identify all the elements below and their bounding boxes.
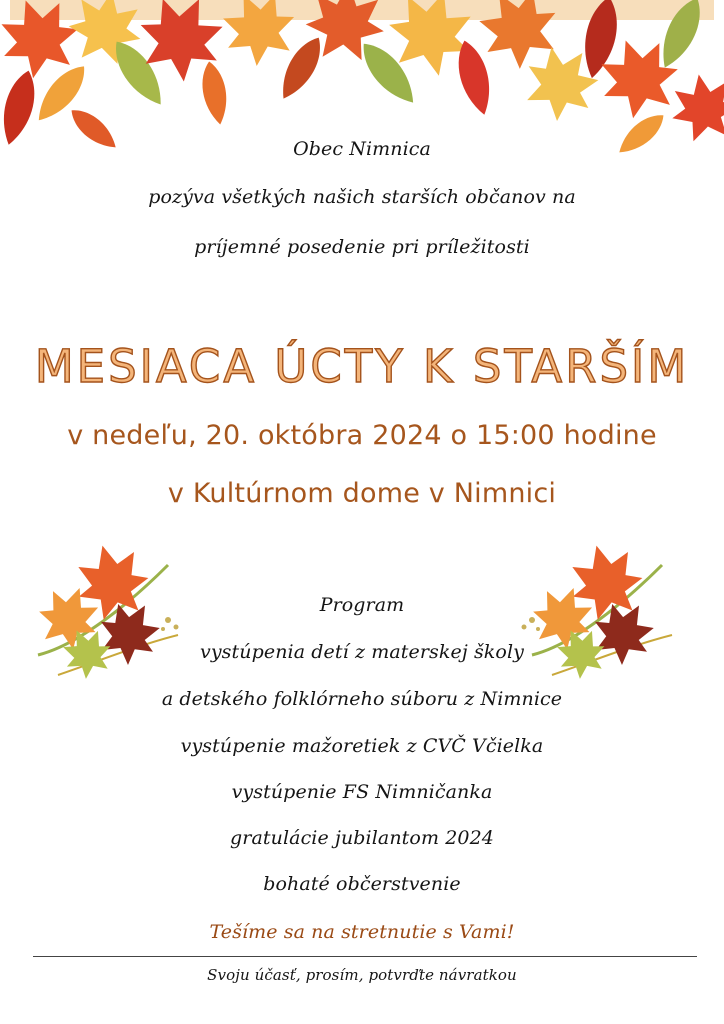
event-date: v nedeľu, 20. októbra 2024 o 15:00 hodine <box>67 420 657 451</box>
invite-line-1: pozýva všetkých našich starších občanov na <box>148 186 576 208</box>
village-name: Obec Nimnica <box>293 138 431 160</box>
program-item: vystúpenie FS Nimničanka <box>231 781 493 803</box>
program-item: gratulácie jubilantom 2024 <box>230 827 494 849</box>
event-place: v Kultúrnom dome v Nimnici <box>167 478 557 509</box>
invite-line-2: príjemné posedenie pri príležitosti <box>194 236 530 258</box>
program-item: a detského folklórneho súboru z Nimnice <box>161 688 563 710</box>
program-item: vystúpenia detí z materskej školy <box>200 641 524 663</box>
program-item: vystúpenie mažoretiek z CVČ Včielka <box>180 735 544 757</box>
program-heading: Program <box>319 594 405 616</box>
footer-note: Svoju účasť, prosím, potvrďte návratkou <box>207 966 517 984</box>
program-item: bohaté občerstvenie <box>263 873 461 895</box>
closing-greeting: Tešíme sa na stretnutie s Vami! <box>209 921 515 943</box>
event-title: MESIACA ÚCTY K STARŠÍM <box>34 340 690 393</box>
footer-divider <box>33 956 697 957</box>
